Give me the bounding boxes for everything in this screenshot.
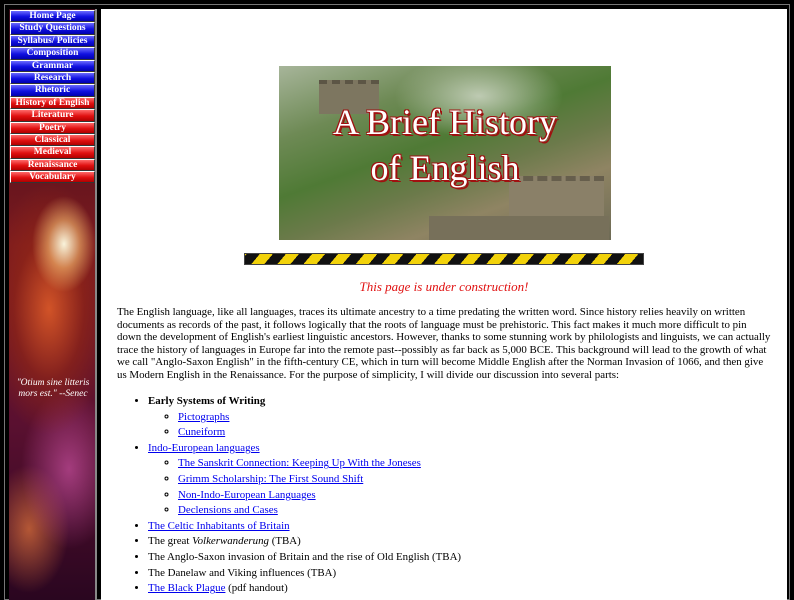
sidebar — [9, 9, 97, 600]
cuneiform-link[interactable]: Cuneiform — [178, 426, 226, 439]
list-item — [178, 425, 461, 441]
non-indo-european-link[interactable]: Non-Indo-European Languages — [178, 488, 316, 501]
volk-term: Volkerwanderung — [192, 535, 269, 548]
banner-title-line2: of English — [370, 148, 520, 188]
intro-paragraph: The English language, like all languages, traces its ultimate ancestry to a time predating the written word. Since history relies heavily on written documents as records of the past, it follows logically that the roots of language must be prehistoric. This fact makes it much more difficult to pin down the development of English's earliest linguistic ancestors. However, thanks to some stunning work by philologists and linguists, we can actually trace the history of languages in Europe far into the remote past--possibly as far back as 5,000 BCE. This background will lead to the growth of what we call "Anglo-Saxon English" in the fifth-century CE, which in turn will become Middle English after the Norman Invasion of 1066, and then give us Modern English in the Renaissance. For the purpose of simplicity, I will divide our discussion into several parts: — [117, 306, 771, 381]
nav-rhetoric[interactable]: Rhetoric — [10, 84, 95, 96]
nav-poetry[interactable]: Poetry — [10, 122, 95, 134]
banner-title-line1: A Brief History — [333, 102, 557, 142]
wall-graphic — [429, 216, 609, 240]
nav-composition[interactable]: Composition — [10, 47, 95, 59]
nav-grammar[interactable]: Grammar — [10, 60, 95, 72]
early-writing-heading: Early Systems of Writing — [148, 395, 266, 407]
list-item — [178, 488, 461, 504]
nav-renaissance[interactable]: Renaissance — [10, 159, 95, 171]
celtic-link[interactable]: The Celtic Inhabitants of Britain — [148, 519, 290, 532]
list-item — [148, 394, 461, 441]
nav-menu — [10, 10, 95, 183]
nav-home-page[interactable]: Home Page — [10, 10, 95, 22]
list-item — [148, 534, 461, 550]
nav-literature[interactable]: Literature — [10, 109, 95, 121]
list-item — [178, 472, 461, 488]
construction-notice: This page is under construction! — [359, 279, 529, 294]
danelaw-item: The Danelaw and Viking influences (TBA) — [148, 566, 337, 579]
nav-research[interactable]: Research — [10, 72, 95, 84]
anglo-saxon-item: The Anglo-Saxon invasion of Britain and the rise of Old English (TBA) — [148, 550, 462, 563]
outline-list — [117, 394, 461, 597]
list-item — [148, 441, 461, 519]
list-item — [148, 519, 461, 535]
list-item — [178, 503, 461, 519]
banner-image — [279, 66, 611, 240]
list-item — [148, 550, 461, 566]
black-plague-link[interactable]: The Black Plague — [148, 582, 226, 595]
list-item — [178, 456, 461, 472]
construction-stripe — [244, 253, 644, 265]
nav-vocabulary[interactable]: Vocabulary — [10, 171, 95, 183]
plague-note: (pdf handout) — [225, 582, 288, 595]
volk-suffix: (TBA) — [269, 535, 301, 548]
pictographs-link[interactable]: Pictographs — [178, 410, 230, 423]
volk-prefix: The great — [148, 535, 193, 548]
sublist — [148, 410, 461, 441]
sanskrit-link[interactable]: The Sanskrit Connection: Keeping Up With the Joneses — [178, 457, 421, 470]
nav-classical[interactable]: Classical — [10, 134, 95, 146]
indo-european-link[interactable]: Indo-European languages — [148, 441, 260, 454]
grimm-link[interactable]: Grimm Scholarship: The First Sound Shift — [178, 472, 364, 485]
nav-study-questions[interactable]: Study Questions — [10, 22, 95, 34]
list-item — [148, 566, 461, 582]
list-item — [178, 410, 461, 426]
list-item — [148, 581, 461, 597]
main-content — [101, 9, 787, 600]
nav-medieval[interactable]: Medieval — [10, 146, 95, 158]
nav-history-of-english[interactable]: History of English — [10, 97, 95, 109]
sidebar-quote: "Otium sine litteris mors est." --Senec — [16, 378, 90, 399]
sublist — [148, 456, 461, 518]
declensions-link[interactable]: Declensions and Cases — [178, 504, 278, 517]
nav-syllabus-policies[interactable]: Syllabus/ Policies — [10, 35, 95, 47]
